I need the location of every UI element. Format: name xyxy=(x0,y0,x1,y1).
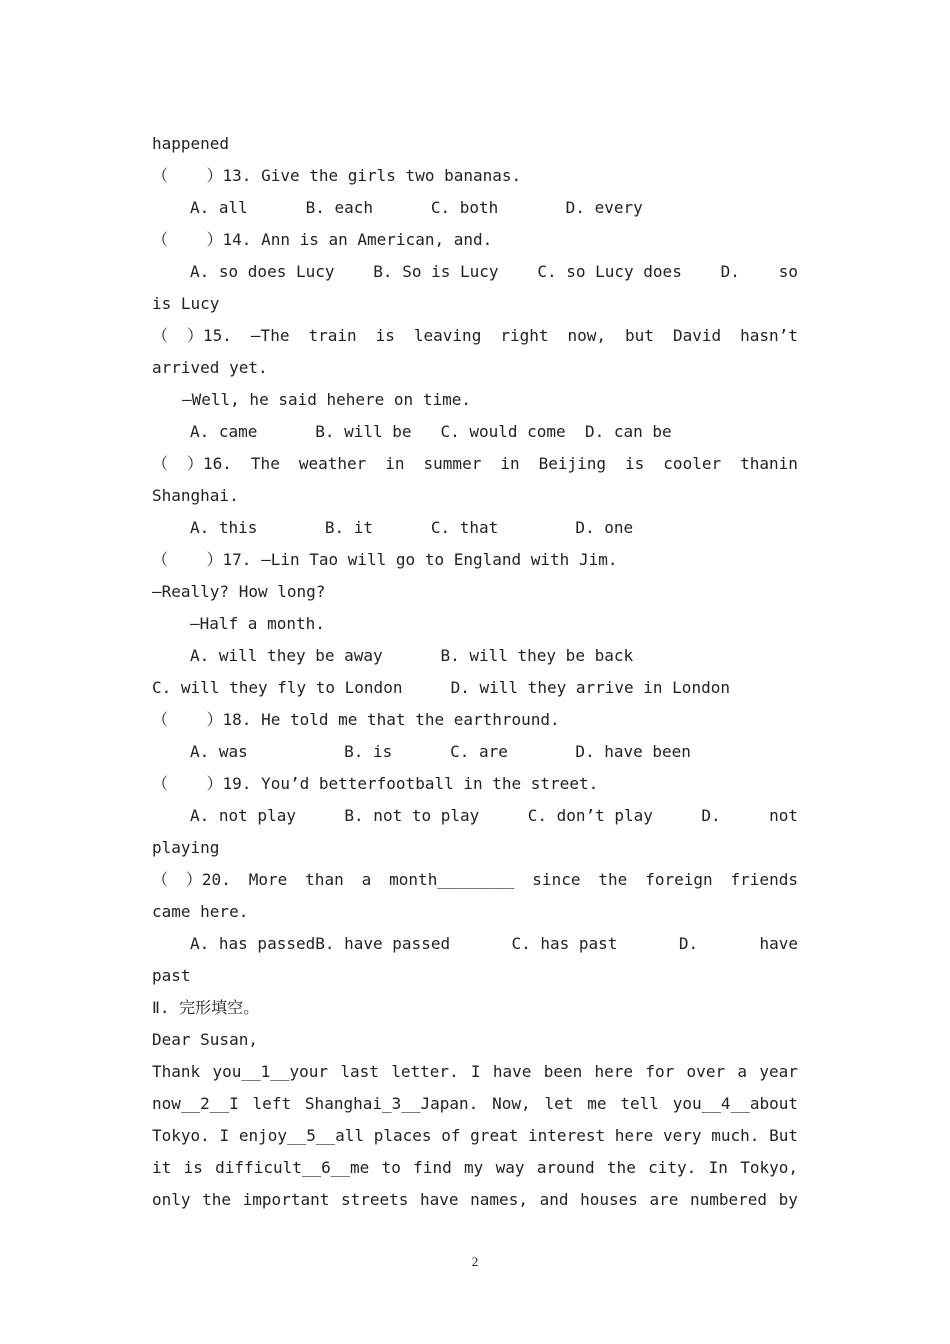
word: a xyxy=(737,1062,748,1081)
option-a: A. so does Lucy xyxy=(190,262,335,281)
word: in xyxy=(385,454,405,473)
dialogue-line: —Half a month. xyxy=(190,614,325,633)
letter-line xyxy=(152,1062,798,1082)
word: train xyxy=(308,326,357,345)
word: is xyxy=(625,454,645,473)
word: left xyxy=(252,1094,292,1113)
word: have xyxy=(420,1190,459,1209)
word: great xyxy=(470,1126,519,1145)
word: me xyxy=(587,1094,607,1113)
word: than xyxy=(305,870,344,889)
option-d: D. xyxy=(678,934,699,953)
option-d-text: not xyxy=(769,806,798,825)
word: thanin xyxy=(740,454,798,473)
option-c: C. don’t play xyxy=(527,806,653,825)
word: But xyxy=(769,1126,798,1145)
word: names, xyxy=(470,1190,528,1209)
word: it xyxy=(152,1158,172,1177)
text-line: past xyxy=(152,966,191,985)
options-14 xyxy=(190,262,798,282)
word: （ xyxy=(152,454,169,473)
option-ab: A. has passedB. have passed xyxy=(190,934,451,953)
word: a xyxy=(361,870,372,889)
dialogue-line: —Well, he said hehere on time. xyxy=(182,390,471,409)
letter-line xyxy=(152,1190,798,1210)
dialogue-line: —Really? How long? xyxy=(152,582,326,601)
word: by xyxy=(778,1190,798,1209)
options-19 xyxy=(190,806,798,826)
word: is xyxy=(375,326,395,345)
word: the xyxy=(202,1190,232,1209)
word: very xyxy=(663,1126,702,1145)
word: now__2__I xyxy=(152,1094,239,1113)
word: Beijing xyxy=(538,454,607,473)
option-d: D. xyxy=(701,806,721,825)
text-line: is Lucy xyxy=(152,294,220,313)
word: right xyxy=(500,326,549,345)
word: Thank xyxy=(152,1062,201,1081)
word: in xyxy=(500,454,520,473)
question-13: （ ）13. Give the girls two bananas. xyxy=(152,166,522,185)
word: year xyxy=(759,1062,798,1081)
word: over xyxy=(686,1062,726,1081)
word: foreign xyxy=(645,870,713,889)
word: around xyxy=(536,1158,595,1177)
word: city. xyxy=(648,1158,697,1177)
word: I xyxy=(219,1126,230,1145)
word: summer xyxy=(423,454,482,473)
options-17-cd: C. will they fly to London D. will they arrive in London xyxy=(152,678,730,697)
word: numbered xyxy=(690,1190,768,1209)
word: now, xyxy=(567,326,607,345)
options-17-ab: A. will they be away B. will they be back xyxy=(190,646,634,665)
word: way xyxy=(495,1158,525,1177)
word: the xyxy=(598,870,628,889)
word: streets xyxy=(340,1190,409,1209)
word: cooler xyxy=(663,454,722,473)
word: In xyxy=(708,1158,728,1177)
word: enjoy__5__all xyxy=(238,1126,365,1145)
option-a: A. not play xyxy=(190,806,296,825)
word: since xyxy=(532,870,581,889)
word: Tokyo. xyxy=(152,1126,210,1145)
word: have xyxy=(492,1062,532,1081)
word: you__4__about xyxy=(672,1094,798,1113)
option-d-text: have xyxy=(759,934,798,953)
word: David xyxy=(672,326,722,345)
word: letter. xyxy=(391,1062,459,1081)
word: you__1__your xyxy=(212,1062,329,1081)
word: last xyxy=(340,1062,379,1081)
word: （ xyxy=(152,326,169,345)
word: here xyxy=(614,1126,654,1145)
word: of xyxy=(441,1126,461,1145)
question-20 xyxy=(152,870,798,890)
word: to xyxy=(381,1158,401,1177)
options-20 xyxy=(190,934,798,954)
word: and xyxy=(539,1190,569,1209)
text-line: Shanghai. xyxy=(152,486,239,505)
word: （ xyxy=(152,870,169,889)
text-line: happened xyxy=(152,134,230,153)
page-number: 2 xyxy=(471,1254,479,1269)
word: Now, xyxy=(492,1094,531,1113)
letter-greeting: Dear Susan, xyxy=(152,1030,258,1049)
word: are xyxy=(649,1190,679,1209)
text-line: arrived yet. xyxy=(152,358,268,377)
option-b: B. So is Lucy xyxy=(373,262,499,281)
word: ）16. xyxy=(187,454,232,473)
word: is xyxy=(183,1158,203,1177)
word: month________ xyxy=(389,870,515,889)
letter-line xyxy=(152,1094,798,1114)
question-14: （ ）14. Ann is an American, and. xyxy=(152,230,493,249)
option-d: D. xyxy=(720,262,740,281)
word: tell xyxy=(620,1094,659,1113)
word: More xyxy=(248,870,288,889)
question-17: （ ）17. —Lin Tao will go to England with Jim. xyxy=(152,550,618,569)
option-c: C. has past xyxy=(511,934,618,953)
word: interest xyxy=(528,1126,606,1145)
word: The xyxy=(250,454,280,473)
question-18: （ ）18. He told me that the earthround. xyxy=(152,710,560,729)
options-18: A. was B. is C. are D. have been xyxy=(190,742,691,761)
word: Shanghai_3__Japan. xyxy=(304,1094,479,1113)
word: I xyxy=(470,1062,481,1081)
text-line: came here. xyxy=(152,902,249,921)
letter-line xyxy=(152,1158,798,1178)
options-16: A. this B. it C. that D. one xyxy=(190,518,634,537)
word: important xyxy=(242,1190,330,1209)
word: the xyxy=(606,1158,636,1177)
option-c: C. so Lucy does xyxy=(537,262,682,281)
section-heading: Ⅱ. 完形填空。 xyxy=(152,998,260,1017)
options-13: A. all B. each C. both D. every xyxy=(190,198,643,217)
word: hasn’t xyxy=(740,326,798,345)
options-15: A. came B. will be C. would come D. can be xyxy=(190,422,672,441)
letter-line xyxy=(152,1126,798,1146)
word: ）15. xyxy=(187,326,232,345)
question-15 xyxy=(152,326,798,346)
word: ）20. xyxy=(185,870,231,889)
word: but xyxy=(625,326,654,345)
word: my xyxy=(464,1158,484,1177)
word: leaving xyxy=(413,326,482,345)
word: only xyxy=(152,1190,191,1209)
word: houses xyxy=(580,1190,638,1209)
text-line: playing xyxy=(152,838,220,857)
word: let xyxy=(544,1094,574,1113)
word: find xyxy=(413,1158,452,1177)
question-19: （ ）19. You’d betterfootball in the street. xyxy=(152,774,599,793)
word: here xyxy=(594,1062,634,1081)
word: weather xyxy=(298,454,367,473)
word: much. xyxy=(711,1126,760,1145)
option-b: B. not to play xyxy=(344,806,480,825)
word: —The xyxy=(250,326,290,345)
word: places xyxy=(373,1126,432,1145)
word: difficult__6__me xyxy=(215,1158,370,1177)
word: for xyxy=(645,1062,675,1081)
option-d-text: so xyxy=(778,262,798,281)
word: been xyxy=(543,1062,583,1081)
word: friends xyxy=(730,870,798,889)
word: Tokyo, xyxy=(740,1158,798,1177)
question-16 xyxy=(152,454,798,474)
